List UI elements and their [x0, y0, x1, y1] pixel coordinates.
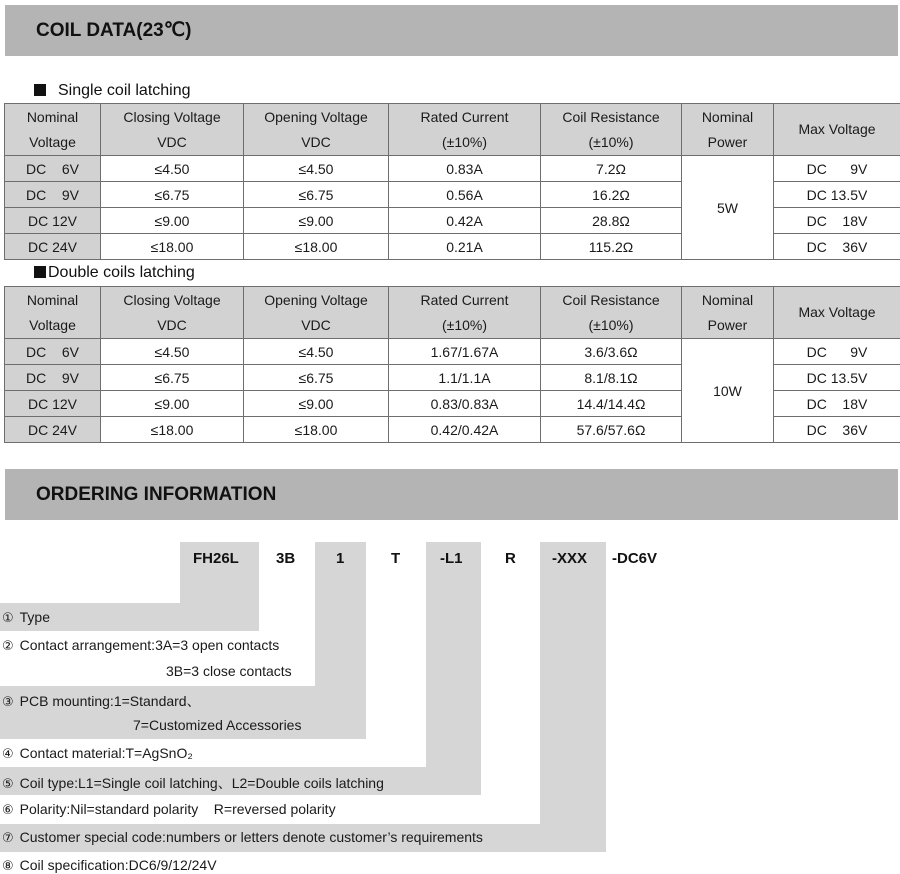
- table-cell: 28.8Ω: [541, 208, 682, 234]
- table-row: [5, 156, 900, 182]
- header-cell: Nominal Power: [682, 287, 774, 339]
- table-cell: 14.4/14.4Ω: [541, 391, 682, 417]
- table-cell: ≤6.75: [244, 182, 389, 208]
- code-contact-arrangement: 3B: [276, 550, 296, 567]
- table-cell: DC 6V: [5, 156, 101, 182]
- code-pcb-mounting: 1: [336, 550, 345, 567]
- nominal-power-cell: 10W: [682, 339, 774, 443]
- ordering-line-contact-material: ④ Contact material:T=AgSnO₂: [2, 745, 193, 762]
- double-coil-heading: [34, 264, 195, 282]
- customer-code-bracket: [540, 542, 606, 852]
- table-cell: 3.6/3.6Ω: [541, 339, 682, 365]
- ordering-banner: [5, 469, 898, 520]
- header-cell: Coil Resistance (±10%): [541, 287, 682, 339]
- table-cell: ≤9.00: [244, 208, 389, 234]
- table-cell: 0.83A: [389, 156, 541, 182]
- single-coil-label: Single coil latching: [58, 82, 191, 99]
- code-polarity: R: [505, 550, 516, 567]
- ordering-line-type: ① Type: [2, 609, 51, 626]
- table-cell: ≤9.00: [101, 208, 244, 234]
- header-cell: Opening Voltage VDC: [244, 104, 389, 156]
- double-coil-table: [4, 286, 900, 443]
- square-bullet-icon: [34, 84, 46, 96]
- table-cell: ≤4.50: [244, 339, 389, 365]
- ordering-title: ORDERING INFORMATION: [36, 484, 277, 505]
- table-cell: ≤9.00: [101, 391, 244, 417]
- header-cell: Nominal Voltage: [5, 104, 101, 156]
- table-cell: ≤18.00: [101, 417, 244, 443]
- header-cell: Max Voltage: [774, 287, 900, 339]
- table-cell: DC 6V: [5, 339, 101, 365]
- table-cell: DC 36V: [774, 234, 900, 260]
- header-cell: Rated Current (±10%): [389, 287, 541, 339]
- table-cell: ≤18.00: [244, 234, 389, 260]
- table-cell: 8.1/8.1Ω: [541, 365, 682, 391]
- table-cell: DC 18V: [774, 391, 900, 417]
- header-cell: Opening Voltage VDC: [244, 287, 389, 339]
- single-coil-heading: [34, 82, 191, 100]
- ordering-line-pcb-mounting-2: 7=Customized Accessories: [133, 717, 302, 733]
- code-customer-special: -XXX: [552, 550, 588, 567]
- code-contact-material: T: [391, 550, 401, 567]
- header-cell: Coil Resistance (±10%): [541, 104, 682, 156]
- double-coil-label: Double coils latching: [48, 264, 195, 281]
- code-type: FH26L: [193, 550, 239, 567]
- table-cell: DC 9V: [774, 339, 900, 365]
- coil-data-banner: [5, 5, 898, 56]
- table-cell: 0.56A: [389, 182, 541, 208]
- header-cell: Nominal Power: [682, 104, 774, 156]
- table-cell: 115.2Ω: [541, 234, 682, 260]
- table-cell: DC 18V: [774, 208, 900, 234]
- header-cell: Closing Voltage VDC: [101, 287, 244, 339]
- table-cell: ≤4.50: [101, 156, 244, 182]
- table-cell: DC 9V: [5, 182, 101, 208]
- table-header-row: [5, 287, 900, 339]
- header-cell: Max Voltage: [774, 104, 900, 156]
- table-cell: 16.2Ω: [541, 182, 682, 208]
- table-cell: ≤6.75: [101, 182, 244, 208]
- table-cell: DC 12V: [5, 208, 101, 234]
- table-cell: DC 9V: [5, 365, 101, 391]
- table-cell: DC 36V: [774, 417, 900, 443]
- table-header-row: [5, 104, 900, 156]
- coil-data-title: COIL DATA(23℃): [36, 20, 192, 41]
- ordering-line-coil-type: ⑤ Coil type:L1=Single coil latching、L2=Double coils latching: [2, 775, 384, 792]
- ordering-line-polarity: ⑥ Polarity:Nil=standard polarity R=reversed polarity: [2, 801, 336, 818]
- table-cell: ≤6.75: [244, 365, 389, 391]
- table-cell: 1.1/1.1A: [389, 365, 541, 391]
- table-cell: ≤4.50: [101, 339, 244, 365]
- table-row: [5, 339, 900, 365]
- table-cell: DC 13.5V: [774, 182, 900, 208]
- table-cell: 0.83/0.83A: [389, 391, 541, 417]
- table-cell: 1.67/1.67A: [389, 339, 541, 365]
- table-cell: ≤18.00: [244, 417, 389, 443]
- header-cell: Closing Voltage VDC: [101, 104, 244, 156]
- table-cell: ≤4.50: [244, 156, 389, 182]
- ordering-line-customer-code: ⑦ Customer special code:numbers or letters denote customer’s requirements: [2, 829, 483, 846]
- coil-type-bracket: [426, 542, 481, 795]
- table-cell: 7.2Ω: [541, 156, 682, 182]
- ordering-line-coil-spec: ⑧ Coil specification:DC6/9/12/24V: [2, 857, 217, 874]
- table-cell: DC 24V: [5, 417, 101, 443]
- header-cell: Rated Current (±10%): [389, 104, 541, 156]
- table-cell: ≤18.00: [101, 234, 244, 260]
- table-cell: 0.42A: [389, 208, 541, 234]
- table-cell: DC 24V: [5, 234, 101, 260]
- table-cell: ≤9.00: [244, 391, 389, 417]
- header-cell: Nominal Voltage: [5, 287, 101, 339]
- nominal-power-cell: 5W: [682, 156, 774, 260]
- table-cell: ≤6.75: [101, 365, 244, 391]
- table-cell: 57.6/57.6Ω: [541, 417, 682, 443]
- table-cell: DC 13.5V: [774, 365, 900, 391]
- ordering-line-pcb-mounting: ③ PCB mounting:1=Standard、: [2, 693, 201, 710]
- code-coil-type: -L1: [440, 550, 463, 567]
- table-cell: 0.21A: [389, 234, 541, 260]
- table-cell: 0.42/0.42A: [389, 417, 541, 443]
- table-cell: DC 9V: [774, 156, 900, 182]
- code-coil-spec: -DC6V: [612, 550, 658, 567]
- table-cell: DC 12V: [5, 391, 101, 417]
- single-coil-table: [4, 103, 900, 260]
- ordering-line-contact-arrangement-2: 3B=3 close contacts: [166, 663, 292, 679]
- ordering-line-contact-arrangement: ② Contact arrangement:3A=3 open contacts: [2, 637, 280, 654]
- square-bullet-icon: [34, 266, 46, 278]
